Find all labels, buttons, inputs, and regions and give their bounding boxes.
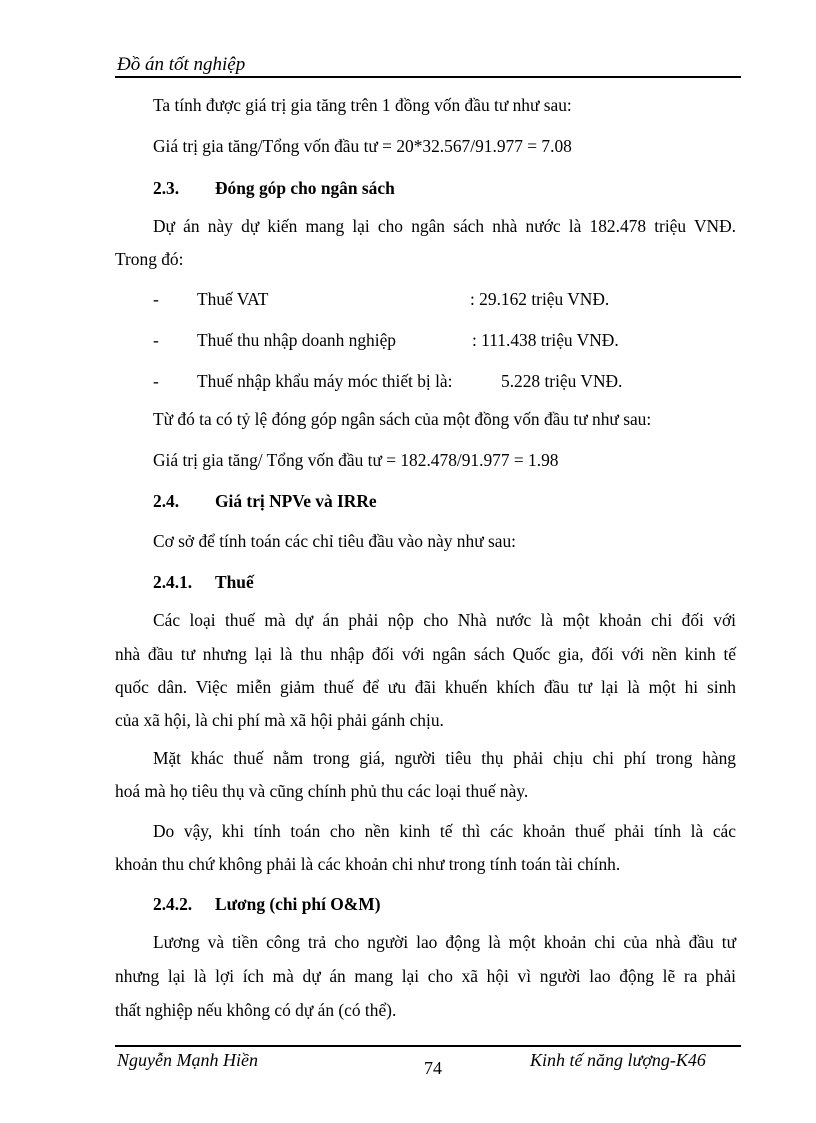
list-item-value: : 29.162 triệu VNĐ.: [470, 289, 610, 309]
list-item-dash: -: [153, 371, 159, 391]
section-number: 2.4.: [153, 491, 180, 511]
list-item-value: : 111.438 triệu VNĐ.: [472, 330, 619, 350]
section-title: Đóng góp cho ngân sách: [215, 178, 395, 198]
section-number: 2.3.: [153, 178, 180, 198]
paragraph-value-added-intro: Ta tính được giá trị gia tăng trên 1 đồng vốn đầu tư như sau:: [153, 95, 572, 115]
header-title: Đồ án tốt nghiệp: [117, 54, 246, 75]
list-item-label: Thuế nhập khẩu máy móc thiết bị là:: [197, 371, 453, 391]
section-heading-2-4-1: [153, 572, 254, 593]
footer-divider: [115, 1045, 741, 1047]
section-title: Lương (chi phí O&M): [215, 894, 381, 914]
text-line: quốc dân. Việc miễn giảm thuế để ưu đãi khuến khích đầu tư lại là một hi sinh: [115, 677, 736, 697]
header-divider: [115, 76, 741, 78]
list-item-value: 5.228 triệu VNĐ.: [501, 371, 623, 391]
text-line: nhưng lại là lợi ích mà dự án mang lại cho xã hội vì người lao động lẽ ra phải: [115, 966, 736, 986]
text-line: của xã hội, là chi phí mà xã hội phải gánh chịu.: [115, 710, 444, 730]
paragraph-budget-ratio-formula: Giá trị gia tăng/ Tổng vốn đầu tư = 182.478/91.977 = 1.98: [153, 450, 559, 470]
text-line: Do vậy, khi tính toán cho nền kinh tế thì các khoản thuế phải tính là các: [153, 821, 736, 841]
text-line: thất nghiệp nếu không có dự án (có thể).: [115, 1000, 397, 1020]
section-number: 2.4.2.: [153, 894, 193, 914]
section-heading-2-3: [153, 178, 395, 199]
page-number: 74: [424, 1058, 442, 1078]
paragraph-budget-line2: Trong đó:: [115, 249, 184, 269]
text-line: khoản thu chứ không phải là các khoản chi như trong tính toán tài chính.: [115, 854, 621, 874]
paragraph-budget-line1: Dự án này dự kiến mang lại cho ngân sách nhà nước là 182.478 triệu VNĐ.: [153, 216, 736, 236]
list-item-dash: -: [153, 330, 159, 350]
paragraph-budget-ratio-intro: Từ đó ta có tỷ lệ đóng góp ngân sách của một đồng vốn đầu tư như sau:: [153, 409, 652, 429]
section-title: Giá trị NPVe và IRRe: [215, 491, 377, 511]
text-line: nhà đầu tư nhưng lại là thu nhập đối với ngân sách Quốc gia, đối với nền kinh tế: [115, 644, 736, 664]
footer-course: Kinh tế năng lượng-K46: [530, 1050, 706, 1070]
footer-author: Nguyễn Mạnh Hiền: [117, 1050, 258, 1070]
section-title: Thuế: [215, 572, 254, 592]
list-item-label: Thuế thu nhập doanh nghiệp: [197, 330, 396, 350]
text-line: Lương và tiền công trả cho người lao động là một khoản chi của nhà đầu tư: [153, 932, 736, 952]
section-number: 2.4.1.: [153, 572, 193, 592]
paragraph-value-added-formula: Giá trị gia tăng/Tổng vốn đầu tư = 20*32.567/91.977 = 7.08: [153, 136, 572, 156]
text-line: Các loại thuế mà dự án phải nộp cho Nhà nước là một khoản chi đối với: [153, 610, 736, 630]
section-heading-2-4-2: [153, 894, 381, 915]
list-item-dash: -: [153, 289, 159, 309]
list-item-label: Thuế VAT: [197, 289, 269, 309]
section-heading-2-4: [153, 491, 377, 512]
paragraph-basis: Cơ sở để tính toán các chỉ tiêu đầu vào này như sau:: [153, 531, 516, 551]
text-line: Mặt khác thuế nằm trong giá, người tiêu thụ phải chịu chi phí trong hàng: [153, 748, 736, 768]
text-line: hoá mà họ tiêu thụ và cũng chính phủ thu các loại thuế này.: [115, 781, 529, 801]
